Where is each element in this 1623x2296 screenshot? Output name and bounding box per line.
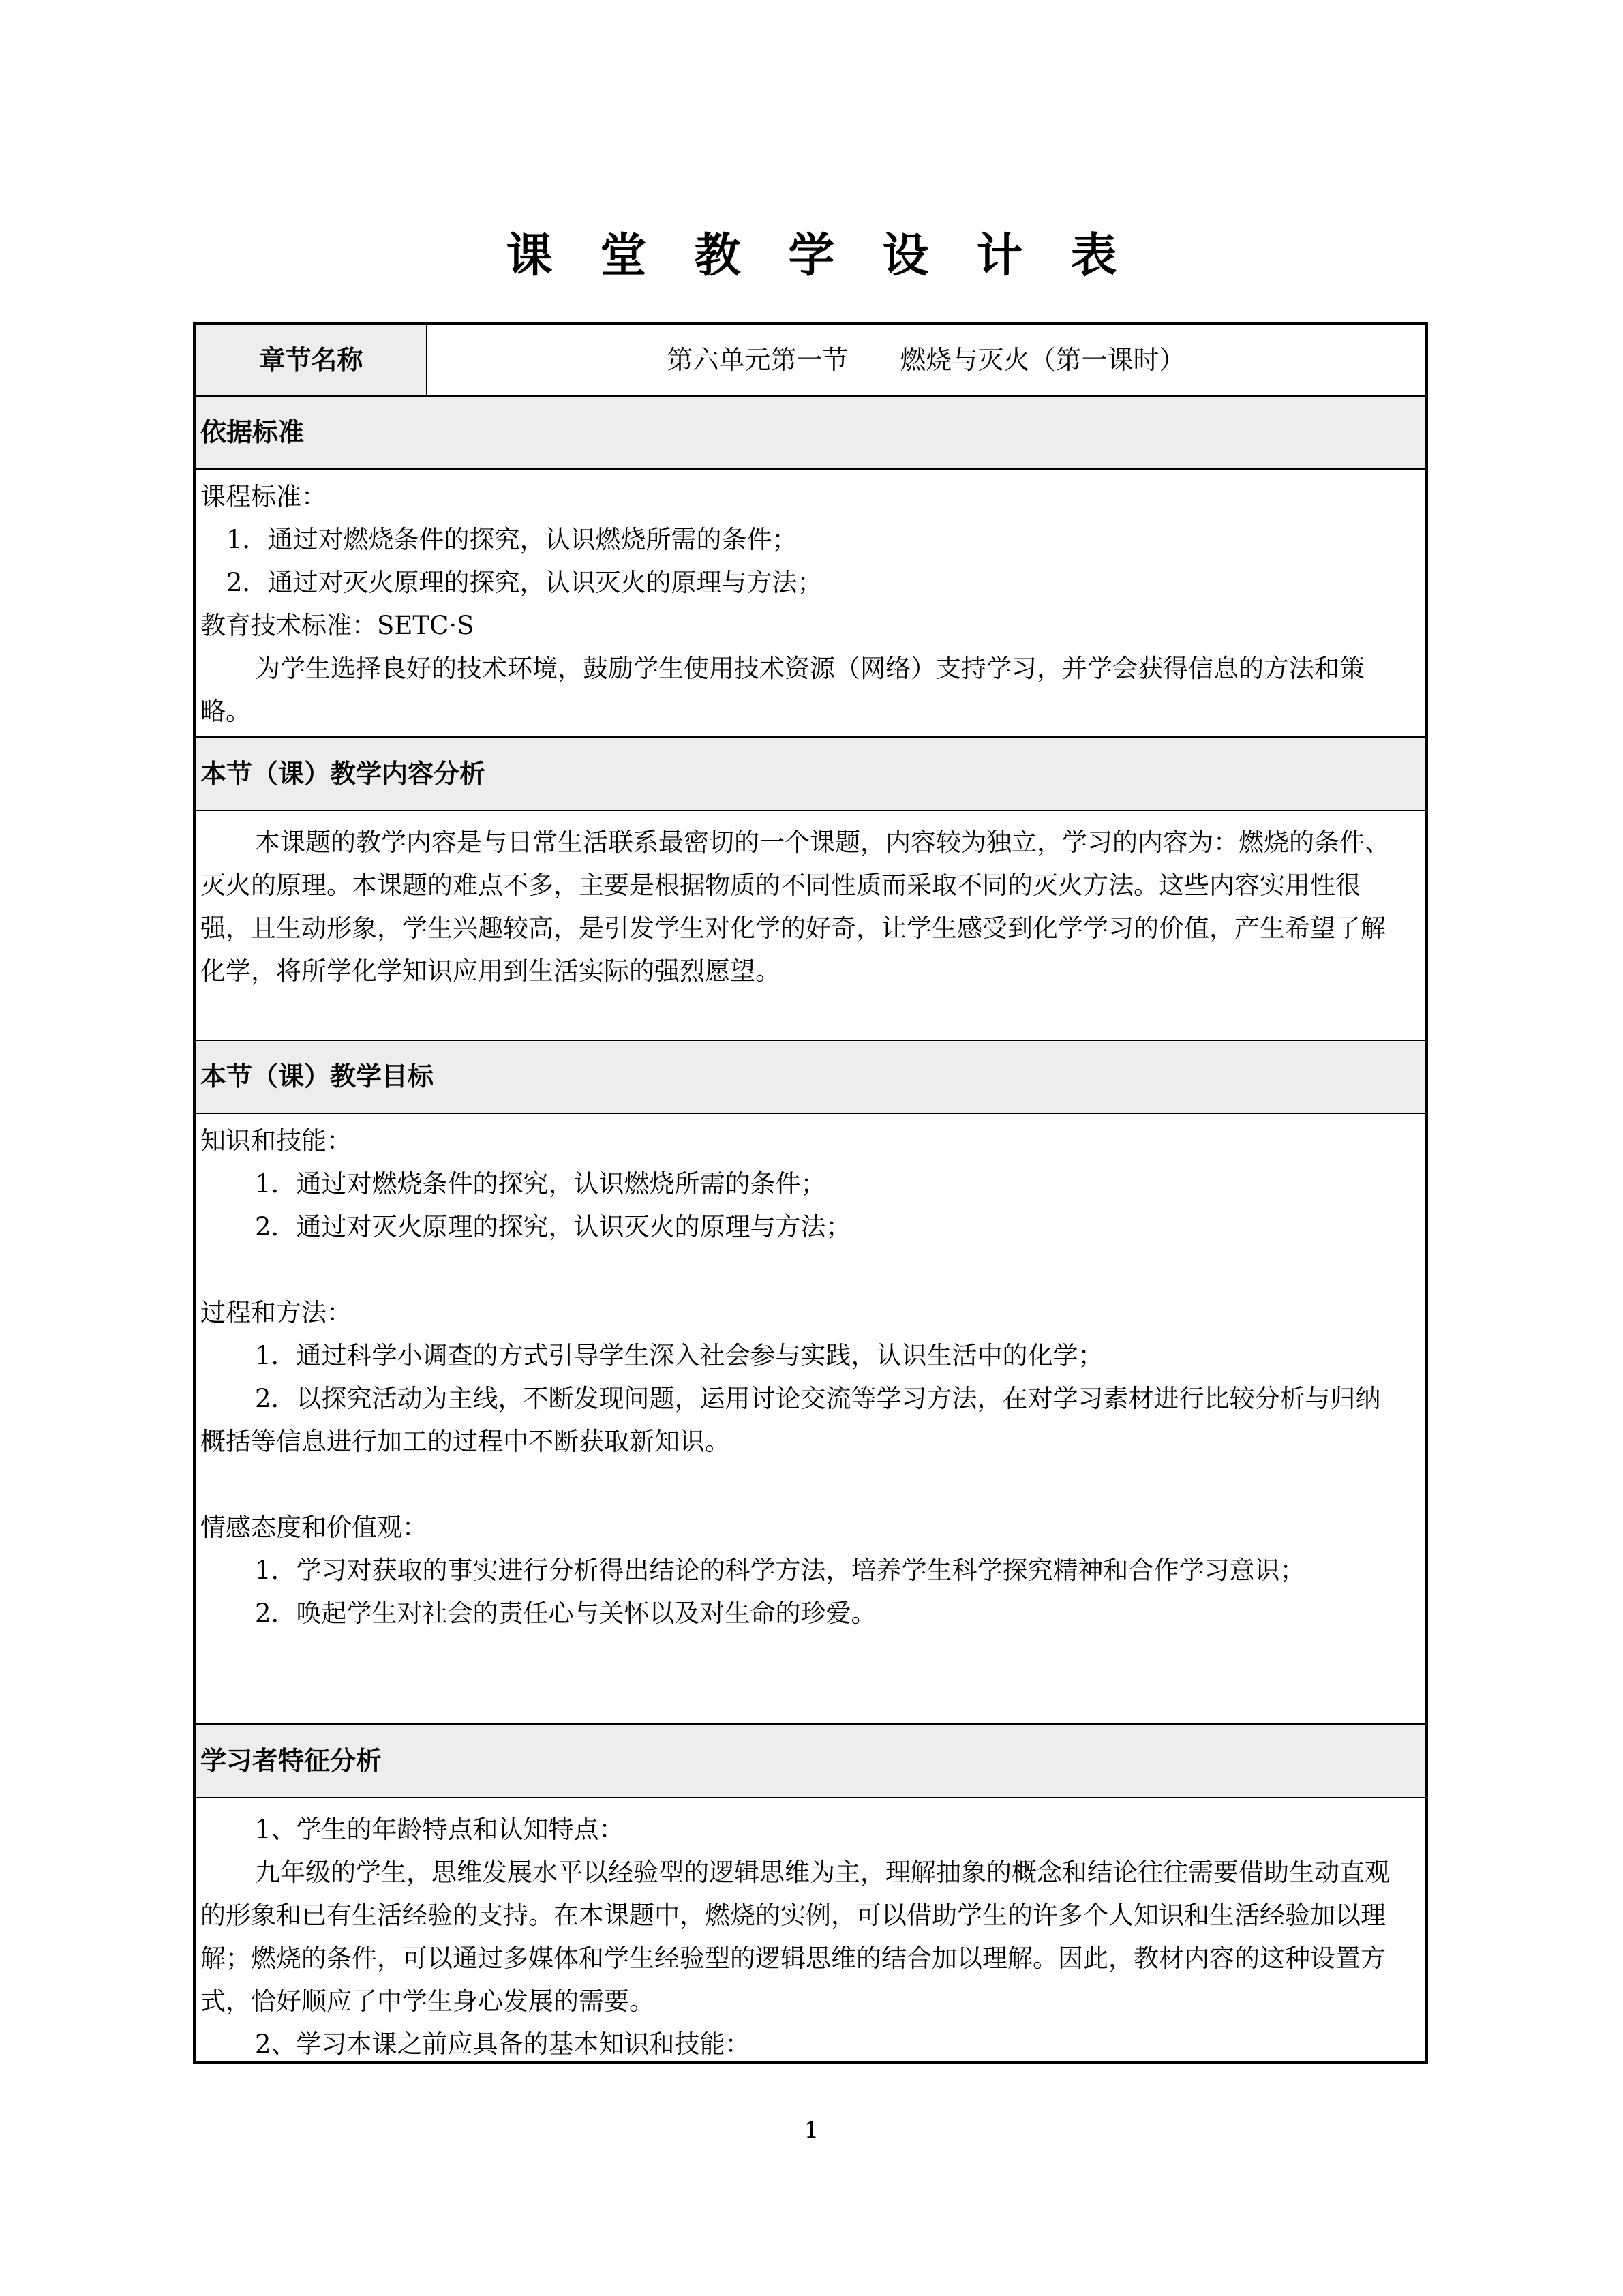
knowledge-item: 1．通过对燃烧条件的探究，认识燃烧所需的条件； (255, 1169, 826, 1198)
chapter-label: 章节名称 (196, 325, 427, 395)
design-table (193, 322, 1428, 2064)
process-item: 1．通过科学小调查的方式引导学生深入社会参与实践，认识生活中的化学； (255, 1341, 1104, 1370)
learner-line: 1、学生的年龄特点和认知特点： (255, 1815, 624, 1844)
objectives-heading: 本节（课）教学目标 (196, 1041, 1425, 1114)
standard-body (196, 470, 1425, 738)
standard-line: 教育技术标准：SETC·S (200, 611, 474, 640)
knowledge-item: 2．通过对灭火原理的探究，认识灭火的原理与方法； (255, 1212, 851, 1241)
emotion-item: 2．唤起学生对社会的责任心与关怀以及对生命的珍爱。 (255, 1599, 877, 1628)
standard-line: 2．通过对灭火原理的探究，认识灭火的原理与方法； (226, 568, 823, 597)
learner-body (196, 1798, 1425, 2064)
learner-line: 九年级的学生，思维发展水平以经验型的逻辑思维为主，理解抽象的概念和结论往往需要借助生动直观的形象和已有生活经验的支持。在本课题中，燃烧的实例，可以借助学生的许多个人知识和生活经验加以理解；燃烧的条件，可以通过多媒体和学生经验型的逻辑思维的结合加以理解。因此，教材内容的这种设置方式，恰好顺应了中学生身心发展的需要。 (200, 1858, 1390, 2016)
process-title: 过程和方法： (200, 1298, 352, 1327)
standard-line: 为学生选择良好的技术环境，鼓励学生使用技术资源（网络）支持学习，并学会获得信息的方法和策略。 (200, 654, 1365, 726)
emotion-item: 1．学习对获取的事实进行分析得出结论的科学方法，培养学生科学探究精神和合作学习意识； (255, 1556, 1305, 1585)
standard-heading: 依据标准 (196, 397, 1425, 470)
learner-heading: 学习者特征分析 (196, 1725, 1425, 1798)
process-item: 2．以探究活动为主线，不断发现问题，运用讨论交流等学习方法，在对学习素材进行比较分析与归纳概括等信息进行加工的过程中不断获取新知识。 (200, 1384, 1381, 1456)
chapter-value: 第六单元第一节 燃烧与灭火（第一课时） (667, 345, 1185, 375)
knowledge-title: 知识和技能： (200, 1126, 352, 1155)
content-paragraph: 本课题的教学内容是与日常生活联系最密切的一个课题，内容较为独立，学习的内容为：燃烧的条件、灭火的原理。本课题的难点不多，主要是根据物质的不同性质而采取不同的灭火方法。这些内容实用性很强，且生动形象，学生兴趣较高，是引发学生对化学的好奇，让学生感受到化学学习的价值，产生希望了解化学，将所学化学知识应用到生活实际的强烈愿望。 (200, 828, 1390, 986)
content-heading: 本节（课）教学内容分析 (196, 738, 1425, 811)
objectives-body (196, 1114, 1425, 1725)
standard-line: 课程标准： (200, 482, 327, 511)
page-title: 课堂教学设计表 (506, 228, 1165, 283)
content-body (196, 811, 1425, 1041)
emotion-title: 情感态度和价值观： (200, 1513, 427, 1542)
page-number: 1 (804, 2117, 819, 2144)
learner-line: 2、学习本课之前应具备的基本知识和技能： (255, 2029, 750, 2059)
chapter-row (196, 325, 1425, 397)
standard-line: 1．通过对燃烧条件的探究，认识燃烧所需的条件； (226, 525, 798, 554)
